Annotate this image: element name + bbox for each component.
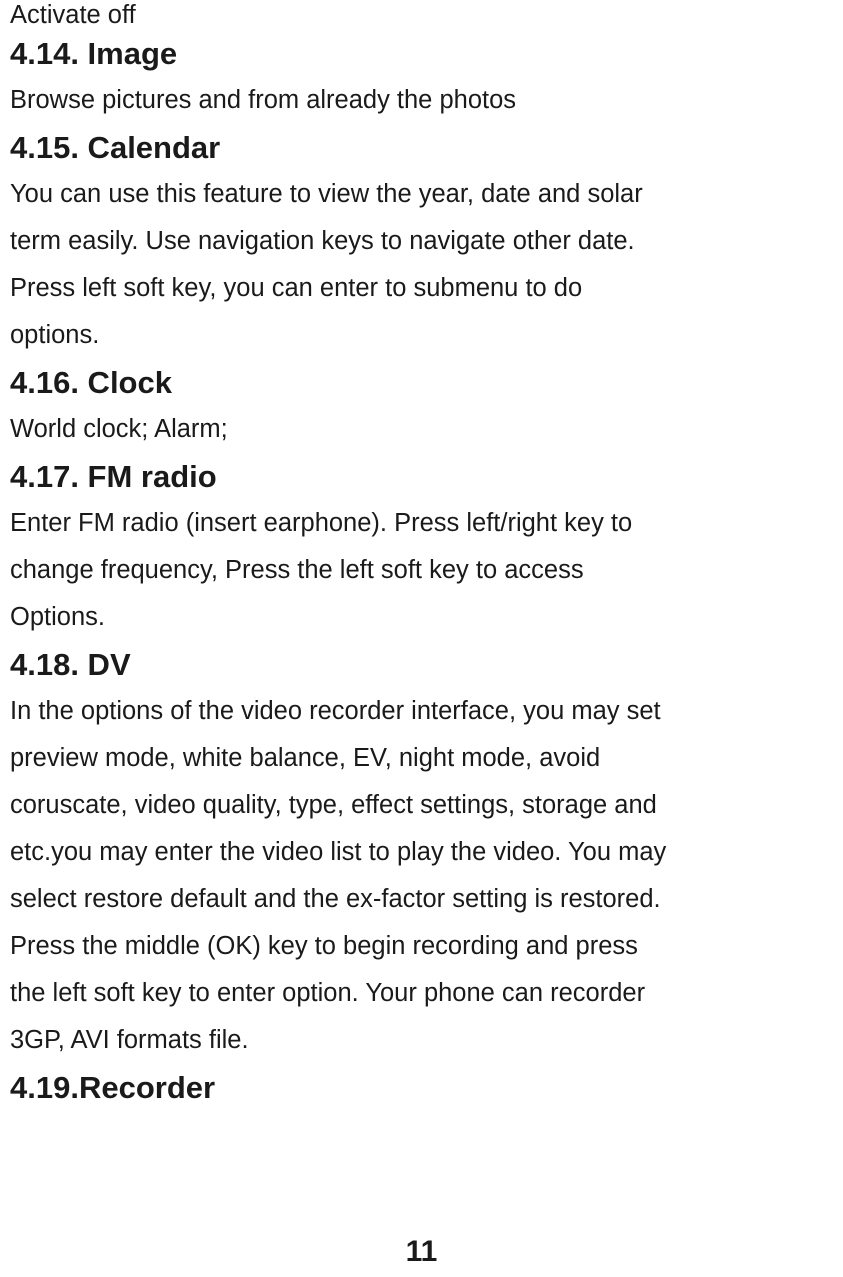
- body-line: Press left soft key, you can enter to submenu to do: [10, 274, 583, 302]
- body-line: In the options of the video recorder interface, you may set: [10, 697, 661, 725]
- section-heading: 4.14. Image: [10, 36, 178, 71]
- body-line: options.: [10, 321, 100, 349]
- section-image: [10, 30, 830, 124]
- section-dv: [10, 641, 830, 1064]
- activate-off-line: Activate off: [10, 1, 136, 29]
- body-line: change frequency, Press the left soft key to access: [10, 556, 584, 584]
- section-calendar: [10, 124, 830, 359]
- body-line: coruscate, video quality, type, effect settings, storage and: [10, 791, 657, 819]
- section-heading: 4.17. FM radio: [10, 459, 217, 494]
- section-heading: 4.15. Calendar: [10, 130, 221, 165]
- body-line: select restore default and the ex-factor setting is restored.: [10, 885, 661, 913]
- body-line: 3GP, AVI formats file.: [10, 1026, 249, 1054]
- body-line: Press the middle (OK) key to begin recording and press: [10, 932, 638, 960]
- section-heading: 4.18. DV: [10, 647, 131, 682]
- body-line: Options.: [10, 603, 105, 631]
- body-line: preview mode, white balance, EV, night mode, avoid: [10, 744, 601, 772]
- body-line: Browse pictures and from already the photos: [10, 86, 517, 114]
- section-fm-radio: [10, 453, 830, 641]
- section-clock: [10, 359, 830, 453]
- body-line: Enter FM radio (insert earphone). Press left/right key to: [10, 509, 633, 537]
- section-recorder: [10, 1064, 830, 1111]
- body-line: You can use this feature to view the year, date and solar: [10, 180, 643, 208]
- manual-page: [10, 0, 830, 1111]
- page-number: 11: [405, 1235, 438, 1268]
- section-heading: 4.16. Clock: [10, 365, 172, 400]
- body-line: the left soft key to enter option. Your phone can recorder: [10, 979, 646, 1007]
- body-line: World clock; Alarm;: [10, 415, 228, 443]
- body-line: term easily. Use navigation keys to navigate other date.: [10, 227, 635, 255]
- section-heading: 4.19.Recorder: [10, 1070, 216, 1105]
- body-line: etc.you may enter the video list to play the video. You may: [10, 838, 667, 866]
